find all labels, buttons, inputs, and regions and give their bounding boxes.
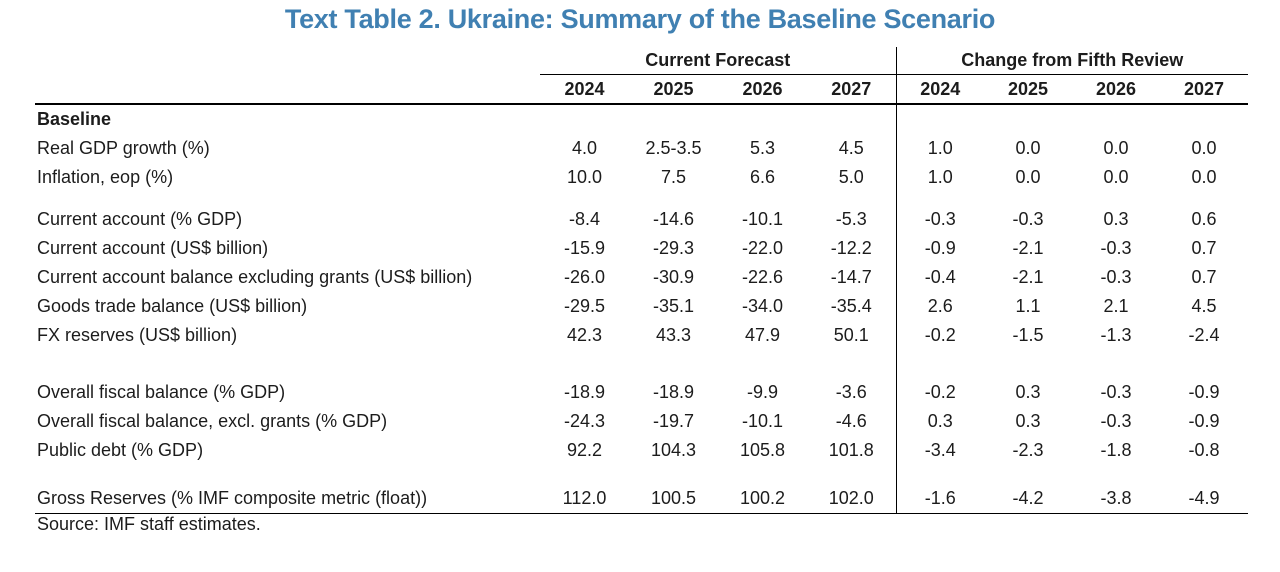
row-label: Current account balance excluding grants (US$ billion) — [37, 267, 473, 287]
value-cell: 112.0 — [540, 484, 629, 514]
year-header: 2024 — [540, 75, 629, 105]
value-cell: -30.9 — [652, 267, 695, 287]
value-cell: -0.3 — [1012, 209, 1044, 229]
row-label: Real GDP growth (%) — [37, 138, 210, 158]
col-group-change-from-fifth-review: Change from Fifth Review — [896, 47, 1248, 75]
value-cell: 0.7 — [1191, 267, 1217, 287]
value-cell: 0.6 — [1191, 209, 1217, 229]
spacer-cell — [35, 192, 896, 205]
value-cell: -10.1 — [741, 411, 784, 431]
table-row — [35, 205, 1248, 234]
table-row — [35, 436, 1248, 465]
table-header — [35, 47, 1248, 104]
col-group-current-forecast: Current Forecast — [540, 47, 896, 75]
value-cell: -14.6 — [652, 209, 695, 229]
value-cell: -0.9 — [1188, 411, 1220, 431]
spacer-cell — [35, 465, 896, 484]
table-title: Text Table 2. Ukraine: Summary of the Baseline Scenario — [284, 4, 996, 34]
column-group-row — [35, 47, 1248, 75]
value-cell: 0.7 — [1191, 238, 1217, 258]
value-cell: 0.0 — [1103, 138, 1129, 158]
table-row — [35, 292, 1248, 321]
value-cell: 47.9 — [744, 325, 781, 345]
value-cell: 0.0 — [1015, 167, 1041, 187]
value-cell: 1.0 — [927, 138, 953, 158]
value-cell: 0.0 — [1103, 167, 1129, 187]
value-cell: 100.2 — [718, 484, 807, 514]
value-cell: -22.0 — [741, 238, 784, 258]
spacer-row — [35, 465, 1248, 484]
value-cell: -1.3 — [1100, 325, 1132, 345]
section-row — [35, 104, 1248, 134]
value-cell: -0.3 — [1100, 411, 1132, 431]
value-cell: -0.3 — [1100, 267, 1132, 287]
value-cell: -0.3 — [1100, 382, 1132, 402]
value-cell: -4.6 — [807, 407, 896, 436]
summary-table — [35, 47, 1248, 514]
value-cell: -2.4 — [1188, 325, 1220, 345]
value-cell: -3.4 — [924, 440, 956, 460]
value-cell: -0.2 — [924, 325, 956, 345]
value-cell: -9.9 — [746, 382, 779, 402]
row-label: Overall fiscal balance, excl. grants (% GDP) — [37, 411, 388, 431]
spacer-cell — [35, 350, 896, 378]
spacer-cell — [896, 350, 1248, 378]
value-cell: -2.1 — [1012, 238, 1044, 258]
year-header-row — [35, 75, 1248, 105]
value-cell: -0.4 — [924, 267, 956, 287]
row-label: Public debt (% GDP) — [37, 440, 204, 460]
row-label: Current account (US$ billion) — [37, 238, 269, 258]
row-label: Goods trade balance (US$ billion) — [37, 296, 308, 316]
value-cell: 0.3 — [1015, 382, 1041, 402]
spacer-row — [35, 192, 1248, 205]
value-cell: 105.8 — [739, 440, 786, 460]
year-header: 2025 — [984, 75, 1072, 105]
value-cell: -24.3 — [563, 411, 606, 431]
value-cell: -2.3 — [1012, 440, 1044, 460]
value-cell: -29.5 — [563, 296, 606, 316]
value-cell: -18.9 — [563, 382, 606, 402]
value-cell: 0.0 — [1191, 138, 1217, 158]
corner-cell — [35, 75, 540, 105]
corner-cell — [35, 47, 540, 75]
value-cell: 2.1 — [1103, 296, 1129, 316]
value-cell: 5.0 — [807, 163, 896, 192]
value-cell: 101.8 — [807, 436, 896, 465]
row-label: Gross Reserves (% IMF composite metric (float)) — [35, 484, 540, 514]
value-cell: -34.0 — [741, 296, 784, 316]
value-cell: -12.2 — [807, 234, 896, 263]
value-cell: 6.6 — [749, 167, 776, 187]
value-cell: 50.1 — [807, 321, 896, 350]
value-cell: 10.0 — [566, 167, 603, 187]
spacer-cell — [896, 192, 1248, 205]
value-cell: 102.0 — [807, 484, 896, 514]
value-cell: -2.1 — [1012, 267, 1044, 287]
value-cell: -0.9 — [924, 238, 956, 258]
value-cell: 0.3 — [1103, 209, 1129, 229]
empty-cell — [540, 104, 896, 134]
table-row — [35, 407, 1248, 436]
value-cell: 4.0 — [571, 138, 598, 158]
value-cell: -0.8 — [1188, 440, 1220, 460]
value-cell: -1.5 — [1012, 325, 1044, 345]
table-row — [35, 484, 1248, 514]
source-note: Source: IMF staff estimates. — [37, 514, 261, 534]
value-cell: -8.4 — [568, 209, 601, 229]
value-cell: -4.9 — [1160, 484, 1248, 514]
table-row — [35, 134, 1248, 163]
table-row — [35, 321, 1248, 350]
value-cell: 0.0 — [1191, 167, 1217, 187]
value-cell: -0.9 — [1188, 382, 1220, 402]
value-cell: 2.6 — [927, 296, 953, 316]
value-cell: -35.1 — [652, 296, 695, 316]
value-cell: -0.2 — [924, 382, 956, 402]
year-header: 2026 — [718, 75, 807, 105]
value-cell: -1.8 — [1100, 440, 1132, 460]
value-cell: -14.7 — [807, 263, 896, 292]
value-cell: -0.3 — [924, 209, 956, 229]
value-cell: 7.5 — [660, 167, 687, 187]
value-cell: 2.5-3.5 — [645, 138, 702, 158]
spacer-cell — [896, 465, 1248, 484]
row-label: Overall fiscal balance (% GDP) — [37, 382, 286, 402]
value-cell: -0.3 — [1100, 238, 1132, 258]
spacer-row — [35, 350, 1248, 378]
row-label: Inflation, eop (%) — [37, 167, 174, 187]
value-cell: -10.1 — [741, 209, 784, 229]
year-header: 2024 — [896, 75, 984, 105]
value-cell: -15.9 — [563, 238, 606, 258]
empty-cell — [896, 104, 1248, 134]
value-cell: -1.6 — [896, 484, 984, 514]
value-cell: -3.6 — [807, 378, 896, 407]
year-header: 2027 — [1160, 75, 1248, 105]
value-cell: 4.5 — [807, 134, 896, 163]
value-cell: 43.3 — [655, 325, 692, 345]
year-header: 2026 — [1072, 75, 1160, 105]
value-cell: -5.3 — [807, 205, 896, 234]
value-cell: -35.4 — [807, 292, 896, 321]
section-label: Baseline — [37, 109, 112, 129]
table-body — [35, 104, 1248, 514]
value-cell: -29.3 — [652, 238, 695, 258]
value-cell: 0.3 — [1015, 411, 1041, 431]
value-cell: -18.9 — [652, 382, 695, 402]
value-cell: 104.3 — [650, 440, 697, 460]
year-header: 2025 — [629, 75, 718, 105]
value-cell: -4.2 — [984, 484, 1072, 514]
table-row — [35, 163, 1248, 192]
value-cell: 100.5 — [629, 484, 718, 514]
value-cell: 5.3 — [749, 138, 776, 158]
value-cell: 0.3 — [927, 411, 953, 431]
row-label: FX reserves (US$ billion) — [37, 325, 238, 345]
table-row — [35, 378, 1248, 407]
value-cell: -3.8 — [1072, 484, 1160, 514]
table-row — [35, 263, 1248, 292]
value-cell: -26.0 — [563, 267, 606, 287]
value-cell: -19.7 — [652, 411, 695, 431]
value-cell: 4.5 — [1191, 296, 1217, 316]
row-label: Current account (% GDP) — [37, 209, 243, 229]
value-cell: 1.0 — [927, 167, 953, 187]
value-cell: 0.0 — [1015, 138, 1041, 158]
year-header: 2027 — [807, 75, 896, 105]
value-cell: 92.2 — [566, 440, 603, 460]
value-cell: -22.6 — [741, 267, 784, 287]
value-cell: 42.3 — [566, 325, 603, 345]
table-row — [35, 234, 1248, 263]
value-cell: 1.1 — [1015, 296, 1041, 316]
